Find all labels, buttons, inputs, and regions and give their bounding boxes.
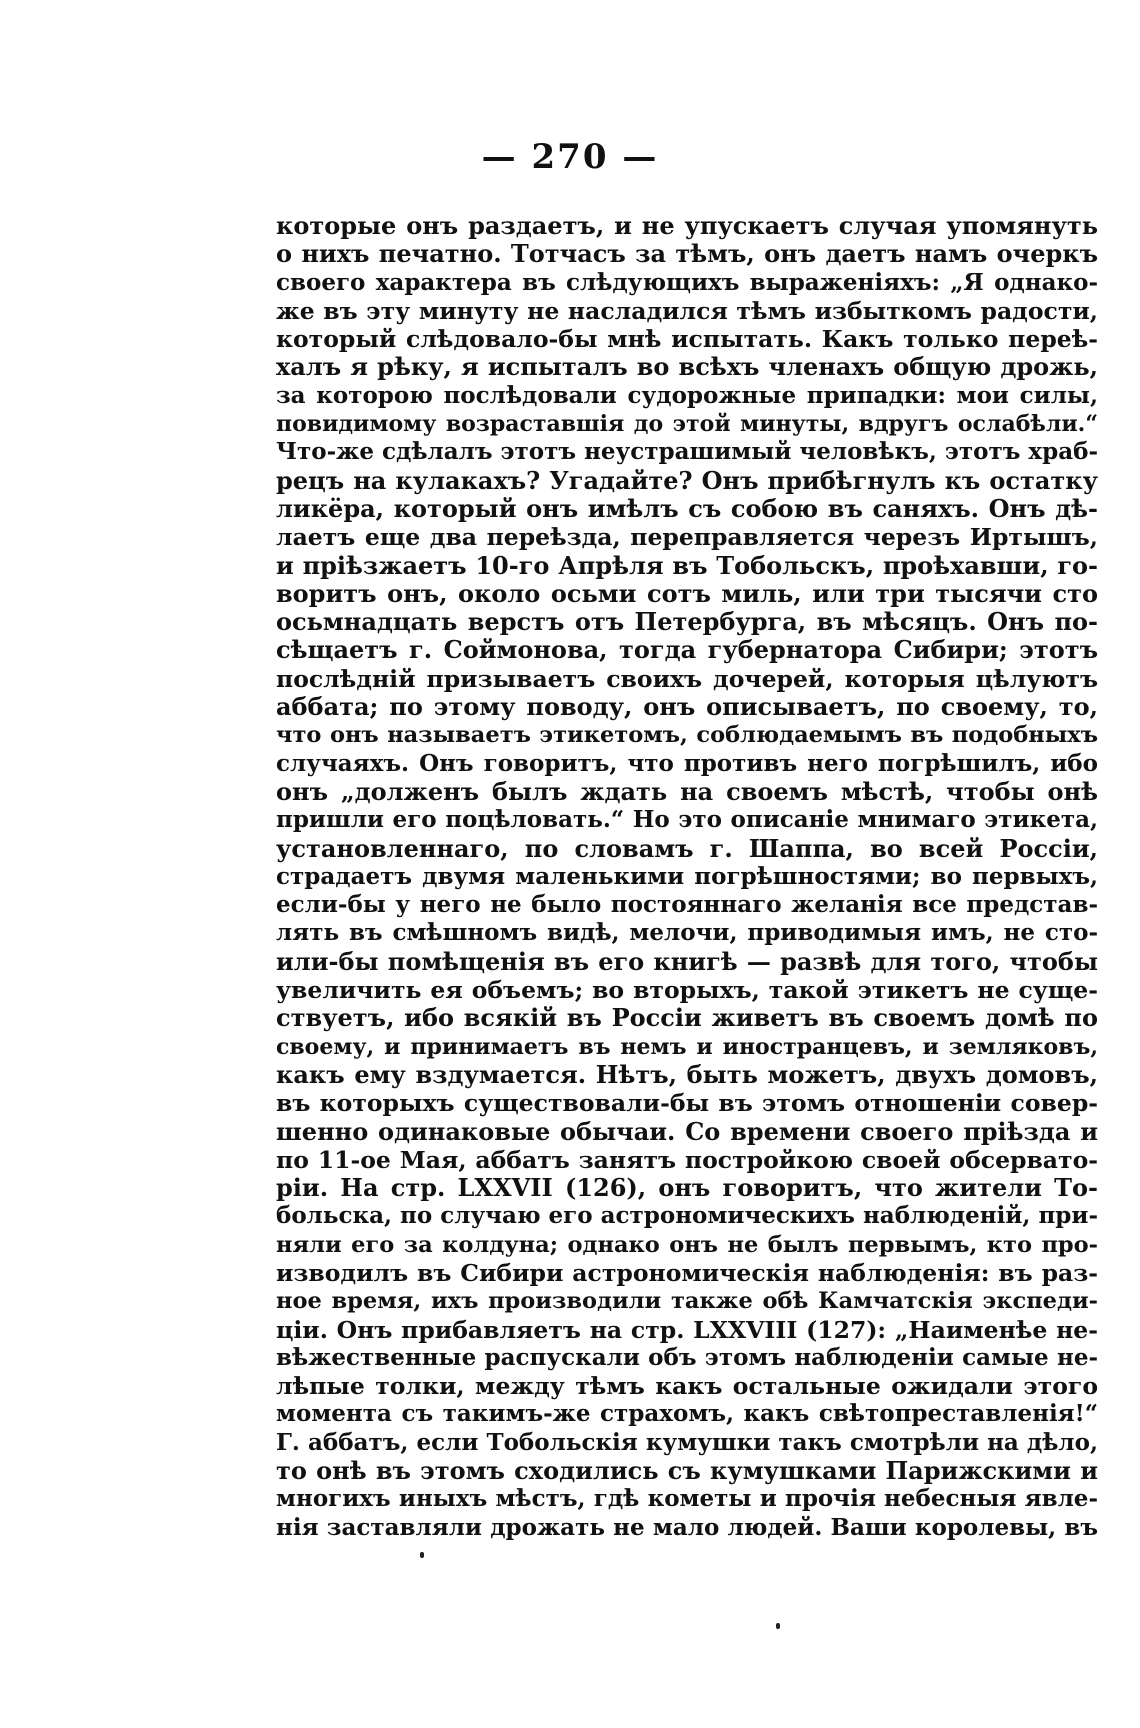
text-line: многихъ иныхъ мѣстъ, гдѣ кометы и прочія небесныя явле- bbox=[276, 1485, 1098, 1513]
ink-speck bbox=[776, 1623, 780, 1629]
text-line: лять въ смѣшномъ видѣ, мелочи, приводимыя имъ, не сто- bbox=[276, 919, 1098, 947]
text-line: если-бы у него не было постояннаго желанія все представ- bbox=[276, 891, 1098, 919]
text-line: что онъ называетъ этикетомъ, соблюдаемымъ въ подобныхъ bbox=[276, 722, 1098, 749]
text-line: изводилъ въ Сибири астрономическія наблюденія: въ раз- bbox=[276, 1258, 1098, 1287]
text-line: ріи. На стр. LXXVII (126), онъ говоритъ, что жители То- bbox=[276, 1174, 1098, 1203]
ink-speck bbox=[420, 1552, 424, 1558]
text-line: увеличить ея объемъ; во вторыхъ, такой этикетъ не суще- bbox=[276, 976, 1098, 1005]
body-text bbox=[276, 212, 1098, 1542]
text-line: страдаетъ двумя маленькими погрѣшностями; во первыхъ, bbox=[276, 862, 1098, 890]
text-line: нія заставляли дрожать не мало людей. Ваши королевы, въ bbox=[276, 1513, 1098, 1541]
text-line: няли его за колдуна; однако онъ не былъ первымъ, кто про- bbox=[276, 1231, 1098, 1258]
text-line: халъ я рѣку, я испыталъ во всѣхъ членахъ общую дрожь, bbox=[276, 353, 1098, 382]
text-line: повидимому возраставшія до этой минуты, вдругъ ослабѣли.“ bbox=[276, 411, 1098, 438]
text-line: своему, и принимаетъ въ немъ и иностранцевъ, и земляковъ, bbox=[276, 1033, 1098, 1060]
text-line: своего характера въ слѣдующихъ выраженіяхъ: „Я однако- bbox=[276, 268, 1098, 296]
text-line: какъ ему вздумается. Нѣтъ, быть можетъ, двухъ домовъ, bbox=[276, 1060, 1098, 1089]
text-line: ное время, ихъ производили также обѣ Камчатскія экспеди- bbox=[276, 1288, 1098, 1315]
text-line: аббата; по этому поводу, онъ описываетъ, по своему, то, bbox=[276, 693, 1098, 722]
text-line: шенно одинаковые обычаи. Со времени своего пріѣзда и bbox=[276, 1117, 1098, 1146]
text-line: ціи. Онъ прибавляетъ на стр. LXXVIII (127): „Наименѣе не- bbox=[276, 1315, 1098, 1344]
text-line: которые онъ раздаетъ, и не упускаетъ случая упомянуть bbox=[276, 212, 1098, 240]
text-line: лаетъ еще два переѣзда, переправляется черезъ Иртышъ, bbox=[276, 523, 1098, 552]
text-line: ликёра, который онъ имѣлъ съ собою въ саняхъ. Онъ дѣ- bbox=[276, 494, 1098, 523]
text-line: же въ эту минуту не насладился тѣмъ избыткомъ радости, bbox=[276, 296, 1098, 325]
text-line: въ которыхъ существовали-бы въ этомъ отношеніи совер- bbox=[276, 1089, 1098, 1118]
page-number: — 270 — bbox=[481, 137, 659, 177]
text-line: осьмнадцать верстъ отъ Петербурга, въ мѣсяцъ. Онъ по- bbox=[276, 608, 1098, 637]
text-line: Г. аббатъ, если Тобольскія кумушки такъ смотрѣли на дѣло, bbox=[276, 1428, 1098, 1456]
text-line: за которою послѣдовали судорожные припадки: мои силы, bbox=[276, 381, 1098, 409]
text-line: по 11-ое Мая, аббатъ занятъ постройкою своей обсервато- bbox=[276, 1145, 1098, 1174]
text-line: о нихъ печатно. Тотчасъ за тѣмъ, онъ даетъ намъ очеркъ bbox=[276, 240, 1098, 269]
text-line: установленнаго, по словамъ г. Шаппа, во всей Россіи, bbox=[276, 834, 1098, 863]
text-line: ствуетъ, ибо всякій въ Россіи живетъ въ своемъ домѣ по bbox=[276, 1004, 1098, 1033]
text-line: который слѣдовало-бы мнѣ испытать. Какъ только переѣ- bbox=[276, 325, 1098, 354]
text-line: момента съ такимъ-же страхомъ, какъ свѣтопреставленія!“ bbox=[276, 1400, 1098, 1428]
text-line: послѣдній призываетъ своихъ дочерей, которыя цѣлуютъ bbox=[276, 664, 1098, 693]
text-line: или-бы помѣщенія въ его книгѣ — развѣ для того, чтобы bbox=[276, 947, 1098, 976]
text-line: сѣщаетъ г. Соймонова, тогда губернатора Сибири; этотъ bbox=[276, 636, 1098, 665]
text-line: онъ „долженъ былъ ждать на своемъ мѣстѣ, чтобы онѣ bbox=[276, 777, 1098, 806]
text-line: лѣпые толки, между тѣмъ какъ остальные ожидали этого bbox=[276, 1372, 1098, 1401]
text-line: рецъ на кулакахъ? Угадайте? Онъ прибѣгнулъ къ остатку bbox=[276, 466, 1098, 495]
text-line: больска, по случаю его астрономическихъ наблюденій, при- bbox=[276, 1202, 1098, 1230]
text-line: Что-же сдѣлалъ этотъ неустрашимый человѣкъ, этотъ храб- bbox=[276, 438, 1098, 466]
text-line: вѣжественные распускали объ этомъ наблюденіи самые не- bbox=[276, 1343, 1098, 1371]
text-line: случаяхъ. Онъ говоритъ, что противъ него погрѣшилъ, ибо bbox=[276, 749, 1098, 777]
text-line: пришли его поцѣловать.“ Но это описаніе мнимаго этикета, bbox=[276, 806, 1098, 834]
text-line: то онѣ въ этомъ сходились съ кумушками Парижскими и bbox=[276, 1457, 1098, 1486]
text-line: воритъ онъ, около осьми сотъ миль, или три тысячи сто bbox=[276, 579, 1098, 608]
text-line: и пріѣзжаетъ 10-го Апрѣля въ Тобольскъ, проѣхавши, го- bbox=[276, 551, 1098, 580]
